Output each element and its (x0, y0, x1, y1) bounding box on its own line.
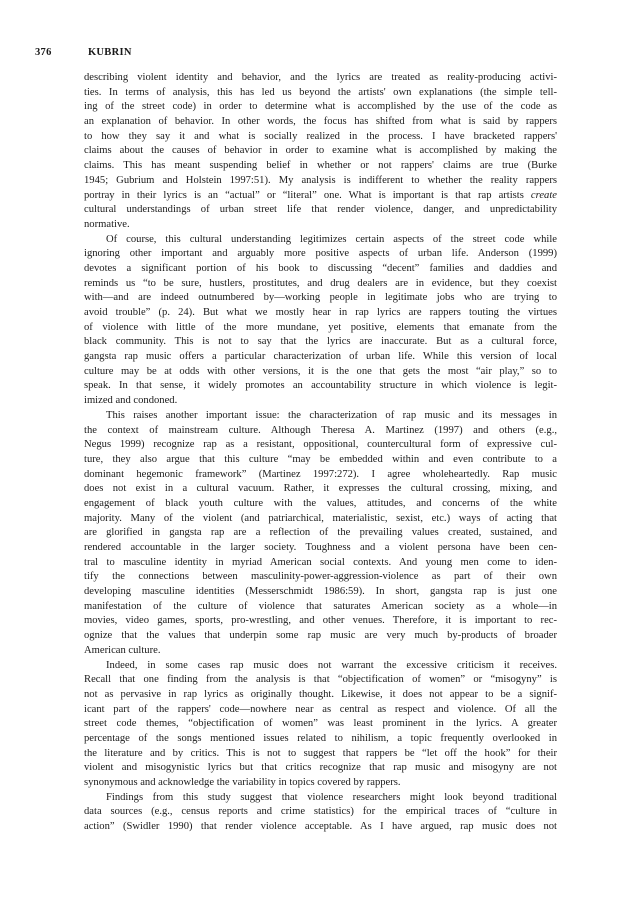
text-line: synonymous and acknowledge the variability in topics covered by rappers. (84, 777, 401, 788)
text-line: normative. (84, 218, 130, 230)
text-line: engagement of black youth culture with the values, attitudes, and concerns of the white (84, 497, 557, 509)
text-line: culture may be at odds with other versions, it is the one that gets the most “air play,” so to (84, 365, 557, 377)
text-line: not as pervasive in rap lyrics as originally thought. Likewise, it does not appear to be a signif- (84, 688, 557, 700)
page-number: 376 (35, 47, 52, 58)
running-header (35, 47, 132, 58)
text-line: American culture. (84, 644, 161, 656)
paragraph (84, 409, 557, 659)
text-line: claims about the causes of behavior in order to examine what is accomplished by making the (84, 145, 557, 157)
text-line: majority. Many of the violent (and patriarchical, materialistic, sexist, etc.) ways of acting that (84, 512, 557, 524)
text-line: Findings from this study suggest that violence researchers might look beyond traditional (106, 791, 557, 803)
text-line: tral to masculine identity in myriad American social contexts. And young men come to iden- (84, 556, 557, 568)
text-line: portray in their lyrics is an “actual” or “literal” one. What is important is that rap artists create (84, 189, 557, 201)
text-line: dominant hegemonic framework” (Martinez 1997:272). I agree wholeheartedly. Rap music (84, 468, 557, 480)
paragraph (84, 233, 557, 409)
text-line: devotes a significant portion of his book to discussing “decent” families and daddies and (84, 262, 557, 274)
text-line: to how they say it and what is socially realized in the process. I have bracketed rappers' (84, 130, 557, 142)
text-line: rendered accountable in the larger society. Toughness and a violent persona have been cen- (84, 542, 557, 553)
text-line: reminds us “to be sure, hustlers, prostitutes, and drug dealers are in evidence, but they coexist (84, 277, 557, 289)
text-line: are glorified in gangsta rap are a reflection of the prevailing values created, sustained, and (84, 527, 557, 539)
text-line: developing masculine identities (Messerschmidt 1986:59). In short, gangsta rap is just one (84, 586, 557, 598)
text-line: Of course, this cultural understanding legitimizes certain aspects of the street code while (106, 233, 557, 245)
text-line: action” (Swidler 1990) that render violence acceptable. As I have argued, rap music does not (84, 821, 557, 833)
text-line: speak. In that sense, it widely promotes an accountability structure in which violence is legit- (84, 380, 557, 392)
text-line: percentage of the songs mentioned issues related to nihilism, a topic frequently overlooked in (84, 732, 557, 744)
text-line: 1945; Gubrium and Holstein 1997:51). My analysis is indifferent to whether the reality rappers (84, 174, 557, 186)
text-line: claims. This has meant suspending belief in whether or not rappers' claims are true (Burke (84, 160, 557, 172)
text-line: ture, they also argue that this culture “may be embedded within and even contribute to a (84, 453, 557, 465)
text-line: ing of the street code) in order to determine what is accomplished by the use of the code as (84, 101, 557, 113)
text-line: the literature and by critics. This is not to suggest that rappers be “let off the hook” for their (84, 747, 557, 759)
text-line: ties. In terms of analysis, this has led us beyond the artists' own explanations (the simple tell- (84, 86, 557, 98)
paragraph (84, 791, 557, 835)
text-line: Indeed, in some cases rap music does not warrant the excessive criticism it receives. (106, 659, 557, 671)
text-line: data sources (e.g., census reports and crime statistics) for the empirical traces of “culture in (84, 806, 557, 818)
text-line: imized and condoned. (84, 395, 178, 407)
text-line: describing violent identity and behavior, and the lyrics are treated as reality-producing activi- (84, 72, 557, 83)
running-head-author: KUBRIN (87, 47, 132, 58)
text-line: cultural understandings of urban street life that render violence, danger, and unpredictability (84, 204, 557, 216)
text-line: icant part of the rappers' code—nowhere near as central as respect and violence. Of all the (84, 703, 557, 715)
text-line: Recall that one finding from the analysis is that “objectification of women” or “misogyny” is (84, 674, 557, 686)
paragraph (84, 71, 557, 233)
text-line: Negus 1999) recognize rap as a resistant, oppositional, countercultural form of expressive cul- (84, 439, 557, 451)
text-line: tify the connections between masculinity-power-aggression-violence as part of their own (84, 571, 557, 583)
text-line: with—and are indeed outnumbered by—working people in legitimate jobs who are trying to (84, 292, 557, 304)
text-line: of violence with little of the more mundane, yet positive, elements that emanate from the (84, 321, 557, 333)
text-line: movies, video games, sports, pro-wrestling, and other venues. Therefore, it is important to rec- (84, 615, 557, 627)
text-line: ognize that the values that underpin some rap music are very much by-products of broader (84, 630, 557, 642)
text-line: an explanation of behavior. In other words, the focus has shifted from what is said by rappers (84, 116, 557, 128)
text-line: black community. This is not to say that the lyrics are inaccurate. But as a cultural force, (84, 336, 557, 348)
text-line: ignoring other important and arguably more positive aspects of urban life. Anderson (1999) (84, 248, 557, 260)
text-line: violent and misogynistic lyrics but that critics recognize that rap music and misogyny are not (84, 762, 557, 774)
text-line: does not exist in a cultural vacuum. Rather, it expresses the cultural crossing, mixing, and (84, 483, 557, 495)
text-line: the context of mainstream culture. Although Theresa A. Martinez (1997) and others (e.g., (84, 424, 557, 436)
paragraph (84, 659, 557, 791)
text-line: gangsta rap music offers a particular characterization of urban life. While this version of local (84, 351, 557, 363)
text-line: This raises another important issue: the characterization of rap music and its messages in (106, 409, 557, 421)
body-text (84, 71, 557, 835)
text-line: street code themes, “objectification of women” was least prominent in the lyrics. A greater (84, 718, 557, 730)
text-line: avoid trouble” (p. 24). But what we mostly hear in rap lyrics are rappers touting the virtues (84, 307, 557, 318)
text-line: manifestation of the culture of violence that saturates American society as a whole—in (84, 600, 557, 612)
